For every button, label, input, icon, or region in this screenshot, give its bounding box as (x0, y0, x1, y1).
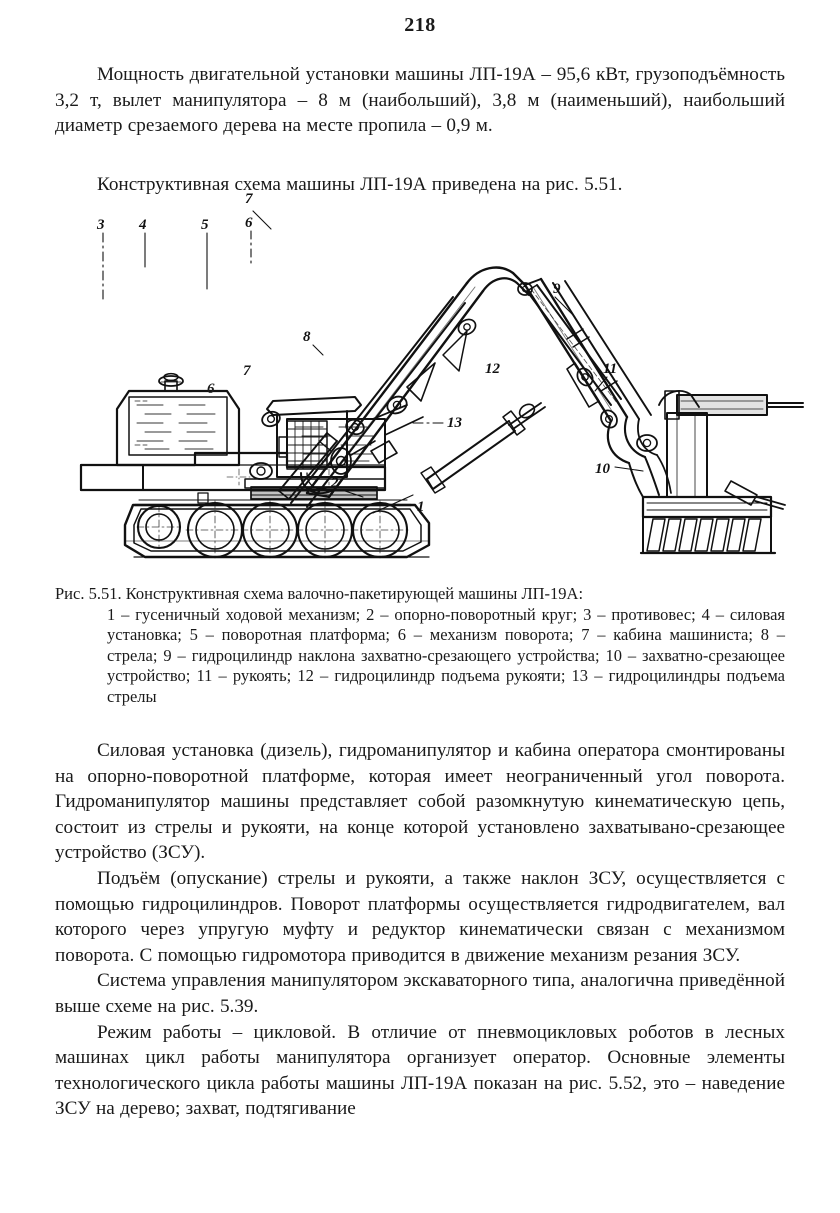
callout-8: 8 (303, 329, 311, 345)
machine-schematic-drawing (55, 191, 785, 575)
intro-paragraph: Мощность двигательной установки машины ЛП-19А – 95,6 кВт, грузоподъёмность 3,2 т, вылет манипулятора – 8 м (наибольший), 3,8 м (наименьший), наибольший диаметр срезаемого дерева на месте пропила – 0,9 м. (55, 64, 785, 137)
counterweight (81, 465, 143, 490)
figure-5-51 (55, 191, 785, 575)
callout-11: 11 (603, 361, 618, 377)
callout-7-label: 7 (243, 363, 251, 379)
callout-9: 9 (553, 281, 561, 297)
schema-reference-block (55, 172, 785, 198)
callout-6-label: 6 (207, 381, 215, 397)
body-paragraph-2: Подъём (опускание) стрелы и рукояти, а также наклон ЗСУ, осуществляется с помощью гидроцилиндров. Поворот платформы осуществляется гидродвигателем, вал которого через упругую муфту и редуктор кинематически связан с механизмом поворота. С помощью гидромотора приводится в движение механизм резания ЗСУ. (55, 867, 785, 966)
callout-7: 7 (245, 191, 253, 207)
boom-assembly (291, 268, 529, 507)
felling-head-assembly (629, 391, 803, 553)
schema-reference-paragraph: Конструктивная схема машины ЛП-19А приведена на рис. 5.51. (97, 174, 623, 195)
callout-6: 6 (245, 215, 253, 231)
callout-1: 1 (417, 499, 425, 515)
callout-3: 3 (97, 217, 105, 233)
body-paragraph-3: Система управления манипулятором экскаваторного типа, аналогична приведённой выше схеме на рис. 5.39. (55, 970, 785, 1017)
figure-caption-legend: 1 – гусеничный ходовой механизм; 2 – опорно-поворотный круг; 3 – противовес; 4 – силовая установка; 5 – поворотная платформа; 6 – механизм поворота; 7 – кабина машиниста; 8 – стрела; 9 – гидроцилиндр наклона захватно-срезающего устройства; 10 – захватно-срезающее устройство; 11 – рукоять; 12 – гидроцилиндр подъема рукояти; 13 – гидроцилиндры подъема стрелы (107, 604, 785, 706)
body-paragraph-4: Режим работы – цикловой. В отличие от пневмоцикловых роботов в лесных машинах цикл работы манипулятора организует оператор. Основные элементы технологического цикла работы машины ЛП-19А показан на рис. 5.52, это – наведение ЗСУ на дерево; захват, подтягивание (55, 1021, 785, 1120)
figure-caption (55, 584, 785, 708)
callout-13: 13 (447, 415, 462, 431)
arm-lift-cylinder (421, 401, 545, 493)
callout-5: 5 (201, 217, 209, 233)
intro-text-block (55, 62, 785, 139)
dipper-arm (525, 279, 657, 463)
power-unit-housing (117, 374, 239, 465)
callout-2: 2 (331, 475, 339, 491)
callout-12: 12 (485, 361, 500, 377)
callout-4: 4 (139, 217, 147, 233)
body-text-block (55, 738, 785, 1122)
crawler-track-assembly (125, 493, 429, 559)
body-paragraph-1: Силовая установка (дизель), гидроманипулятор и кабина оператора смонтированы на опорно-поворотной платформе, которая имеет неограниченный угол поворота. Гидроманипулятор машины представляет собой разомкнутую кинематическую цепь, состоит из стрелы и рукояти, на конце которой установлено захватывано-срезающее устройство (ЗСУ). (55, 740, 785, 864)
callout-10: 10 (595, 461, 610, 477)
figure-caption-title: Рис. 5.51. Конструктивная схема валочно-пакетирующей машины ЛП-19А: (55, 584, 584, 603)
page-number: 218 (404, 14, 436, 36)
